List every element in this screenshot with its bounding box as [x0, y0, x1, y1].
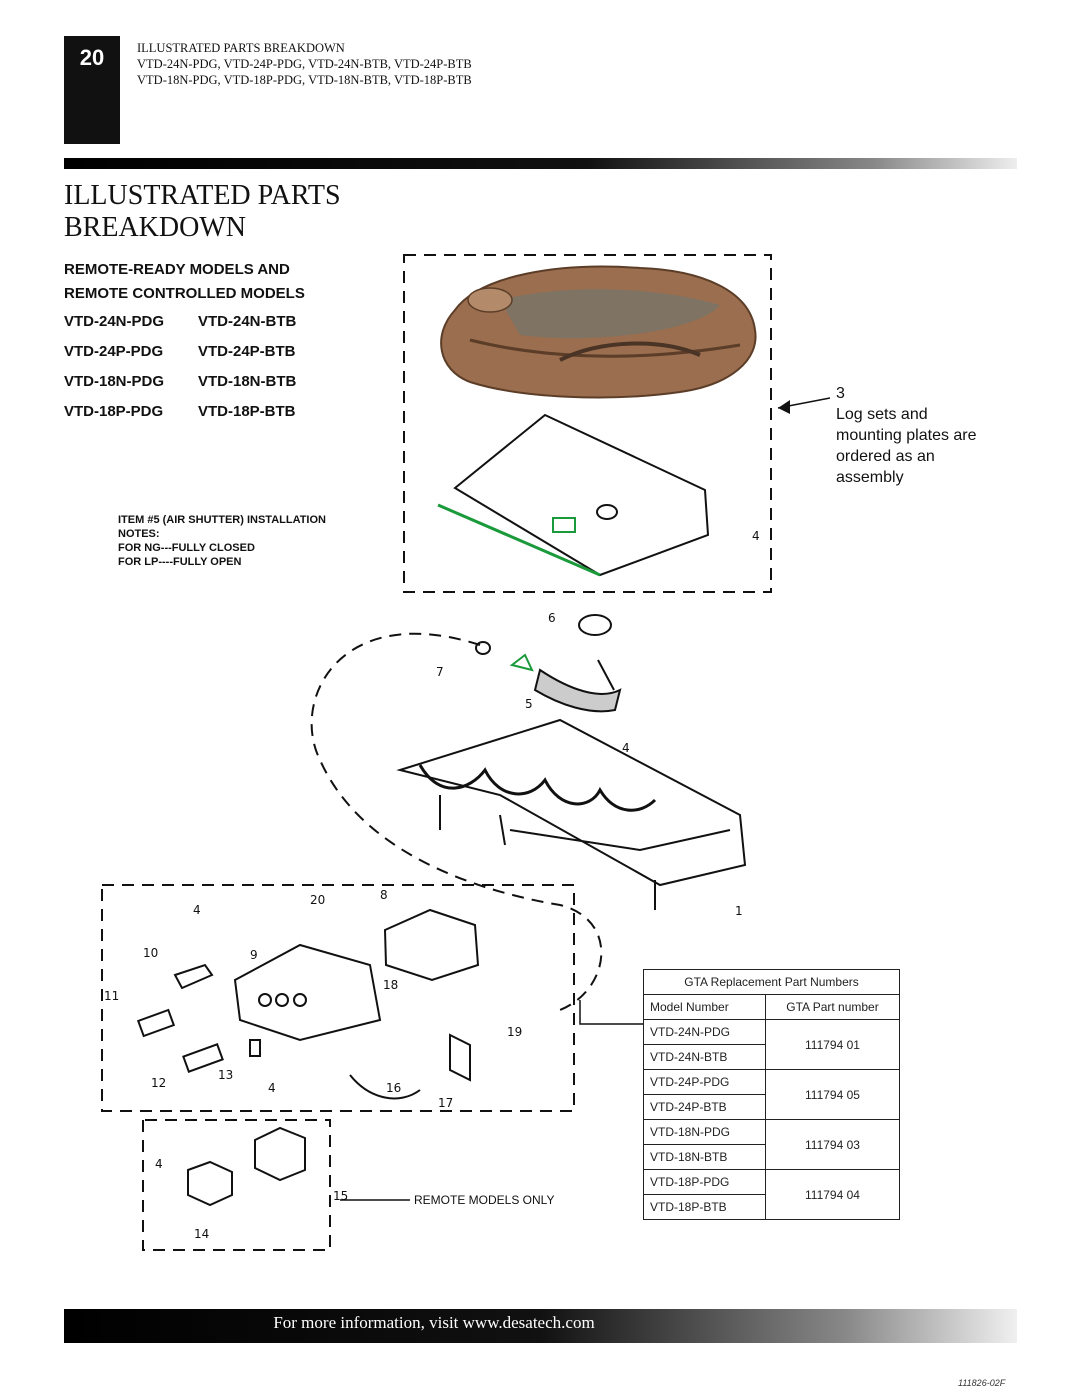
model-name: VTD-24N-PDG: [64, 313, 165, 330]
part-label: 20: [310, 893, 326, 907]
note-line: NOTES:: [118, 528, 160, 540]
table-cell: VTD-24P-BTB: [644, 1095, 766, 1120]
part-label: 9: [250, 948, 258, 962]
table-row: [644, 995, 900, 1020]
part-label: 14: [194, 1227, 210, 1241]
table-cell: VTD-18P-BTB: [644, 1195, 766, 1220]
part-label: 4: [155, 1157, 163, 1171]
part-label: 16: [386, 1081, 402, 1095]
gas-valve-assembly: [138, 910, 478, 1098]
part-label: 15: [333, 1189, 349, 1203]
gta-part-table: [643, 969, 900, 1220]
table-row: [644, 1020, 900, 1045]
log-set-illustration: [441, 267, 755, 398]
table-cell: 111794 04: [766, 1170, 900, 1220]
document-code: 111826-02F: [958, 1378, 1006, 1388]
table-caption: GTA Replacement Part Numbers: [644, 970, 900, 995]
header-line: VTD-24N-PDG, VTD-24P-PDG, VTD-24N-BTB, VTD-24P-BTB: [137, 57, 472, 71]
part-label: 13: [218, 1068, 234, 1082]
model-name: VTD-24P-PDG: [64, 343, 164, 360]
table-row: [644, 970, 900, 995]
page-title-line: ILLUSTRATED PARTS: [64, 180, 341, 211]
table-row: [644, 1070, 900, 1095]
footer-text: For more information, visit www.desatech.com: [273, 1313, 595, 1332]
model-name: VTD-24N-BTB: [198, 313, 297, 330]
table-row: [644, 1120, 900, 1145]
callout-text: Log sets and mounting plates are ordered as an assembly: [836, 406, 977, 486]
part-label: 19: [507, 1025, 523, 1039]
table-cell: 111794 05: [766, 1070, 900, 1120]
part-label: 4: [268, 1081, 276, 1095]
mounting-plate: [438, 415, 708, 575]
table-cell: VTD-18P-PDG: [644, 1170, 766, 1195]
subheading-line: REMOTE-READY MODELS AND: [64, 261, 290, 278]
note-line: ITEM #5 (AIR SHUTTER) INSTALLATION: [118, 514, 326, 526]
subheading-line: REMOTE CONTROLLED MODELS: [64, 285, 305, 302]
note-line: FOR NG---FULLY CLOSED: [118, 542, 255, 554]
part-label: 4: [193, 903, 201, 917]
part-label: 17: [438, 1096, 454, 1110]
model-name: VTD-18N-BTB: [198, 373, 297, 390]
table-cell: VTD-18N-BTB: [644, 1145, 766, 1170]
model-name: VTD-18P-BTB: [198, 403, 296, 420]
table-cell: 111794 03: [766, 1120, 900, 1170]
callout-arrow-icon: [778, 400, 790, 414]
model-name: VTD-18P-PDG: [64, 403, 164, 420]
table-cell: VTD-24N-BTB: [644, 1045, 766, 1070]
column-header: Model Number: [644, 995, 766, 1020]
part-label: 1: [735, 904, 743, 918]
part-label: 10: [143, 946, 159, 960]
log-set-callout: [836, 383, 986, 488]
table-cell: VTD-24P-PDG: [644, 1070, 766, 1095]
part-label: 6: [548, 611, 556, 625]
page-title-line: BREAKDOWN: [64, 212, 246, 243]
remote-module: [188, 1128, 305, 1205]
model-name: VTD-18N-PDG: [64, 373, 165, 390]
table-cell: VTD-24N-PDG: [644, 1020, 766, 1045]
part-label: 4: [622, 741, 630, 755]
part-label: 7: [436, 665, 444, 679]
column-header: GTA Part number: [766, 995, 900, 1020]
table-cell: VTD-18N-PDG: [644, 1120, 766, 1145]
callout-number: 3: [836, 385, 845, 402]
part-label: 18: [383, 978, 399, 992]
part-label: 5: [525, 697, 533, 711]
remote-module-dashed-box: [143, 1120, 330, 1250]
model-name: VTD-24P-BTB: [198, 343, 296, 360]
valve-assembly-dashed-box: [102, 885, 574, 1111]
part-label: 8: [380, 888, 388, 902]
part-label: 4: [752, 529, 760, 543]
header-line: VTD-18N-PDG, VTD-18P-PDG, VTD-18N-BTB, VTD-18P-BTB: [137, 73, 472, 87]
remote-models-label: REMOTE MODELS ONLY: [414, 1193, 555, 1207]
page-number-text: 20: [79, 45, 105, 70]
burner-frame: [400, 720, 745, 910]
table-row: [644, 1170, 900, 1195]
part-label: 12: [151, 1076, 167, 1090]
note-line: FOR LP----FULLY OPEN: [118, 556, 242, 568]
burner-inlet-parts: [476, 615, 620, 711]
header-line: ILLUSTRATED PARTS BREAKDOWN: [137, 41, 345, 55]
part-label: 11: [104, 989, 120, 1003]
table-cell: 111794 01: [766, 1020, 900, 1070]
